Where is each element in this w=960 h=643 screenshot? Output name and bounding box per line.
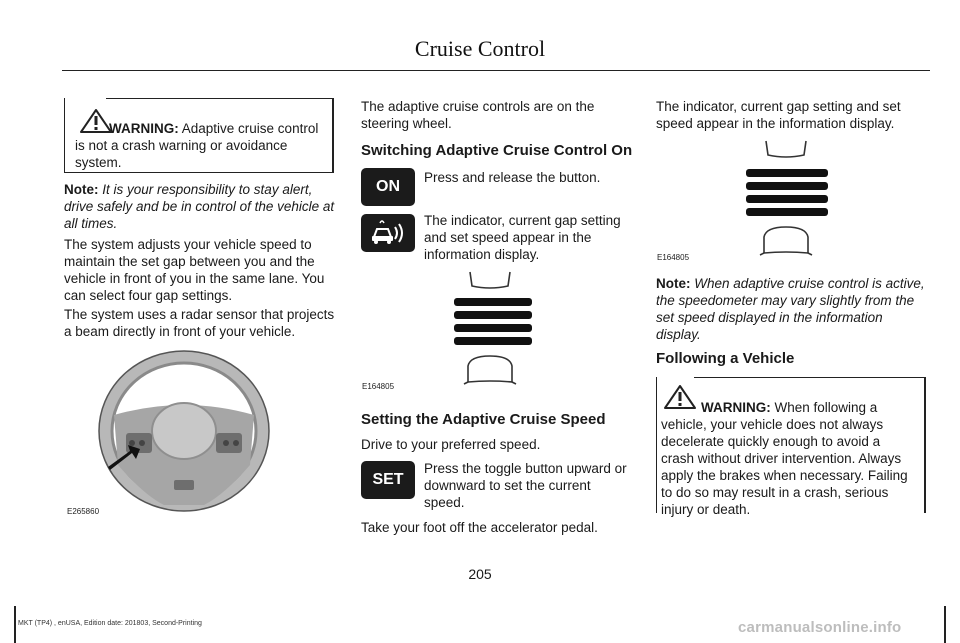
warning-body: Adaptive cruise control is not a crash warning or avoidance system. [75,121,319,170]
watermark: carmanualsonline.info [738,619,902,636]
set-button-icon [361,461,415,499]
step-toggle-set: Press the toggle button upward or downward to set the current speed. [424,461,627,510]
gap-distance-icon [440,268,540,392]
crop-mark-left [14,606,16,643]
warning-top-line-2 [694,377,926,378]
figure-caption-wheel: E265860 [67,507,100,516]
warning-box [64,98,334,173]
figure-caption-gap-2: E164805 [657,253,690,262]
note-body-2: When adaptive cruise control is active, the speedometer may vary slightly from the set speed displayed in the information display. [656,276,925,342]
paragraph-radar: The system uses a radar sensor that projects a beam directly in front of your vehicle. [64,307,335,339]
note-text [64,181,336,232]
header-divider [62,70,930,71]
figure-caption-gap-1: E164805 [362,382,395,391]
drive-preferred-speed: Drive to your preferred speed. [361,437,541,452]
warning-label: WARNING: [109,121,179,136]
gap-distance-icon-2 [736,137,836,263]
note-body: It is your responsibility to stay alert, drive safely and be in control of the vehicle at all times. [64,182,335,231]
warning-box-following [656,377,926,517]
intro-controls: The adaptive cruise controls are on the steering wheel. [361,99,595,131]
note-label-2: Note: [656,276,691,291]
warning-following-text [661,399,916,518]
paragraph-gap-settings: The system adjusts your vehicle speed to maintain the set gap between you and the vehicle in front of you in the same lane. You can select four gap settings. [64,237,325,303]
page-number: 205 [468,566,492,582]
edition-info: MKT (TP4) , enUSA, Edition date: 201803, Second-Printing [18,620,202,627]
step-press-release: Press and release the button. [424,170,601,185]
warning-triangle-icon-2 [663,384,697,410]
on-button-label: ON [376,178,400,195]
warning-body-2: When following a vehicle, your vehicle does not always decelerate quickly enough to avoid a crash without driver intervention. Always apply the brakes when necessary. Failing to do so may result in a crash, serious injury or death. [661,400,908,517]
heading-switch-on: Switching Adaptive Cruise Control On [361,142,633,159]
intro-indicator-display: The indicator, current gap setting and set speed appear in the information display. [656,99,901,131]
on-button-icon [361,168,415,206]
set-button-label: SET [372,471,404,488]
page-title: Cruise Control [414,36,546,61]
steering-wheel-figure [64,345,292,517]
foot-off-pedal: Take your foot off the accelerator pedal. [361,520,598,535]
note-speedometer [656,275,928,343]
warning-top-line [106,98,334,99]
crop-mark-right [944,606,946,643]
warning-label-2: WARNING: [701,400,771,415]
heading-setting-speed: Setting the Adaptive Cruise Speed [361,411,606,428]
note-label: Note: [64,182,99,197]
step-indicator-display: The indicator, current gap setting and set speed appear in the information display. [424,213,621,262]
warning-triangle-icon [79,108,113,134]
car-radar-icon [368,219,408,247]
heading-following-vehicle: Following a Vehicle [656,350,795,367]
adaptive-cruise-indicator-icon [361,214,415,252]
